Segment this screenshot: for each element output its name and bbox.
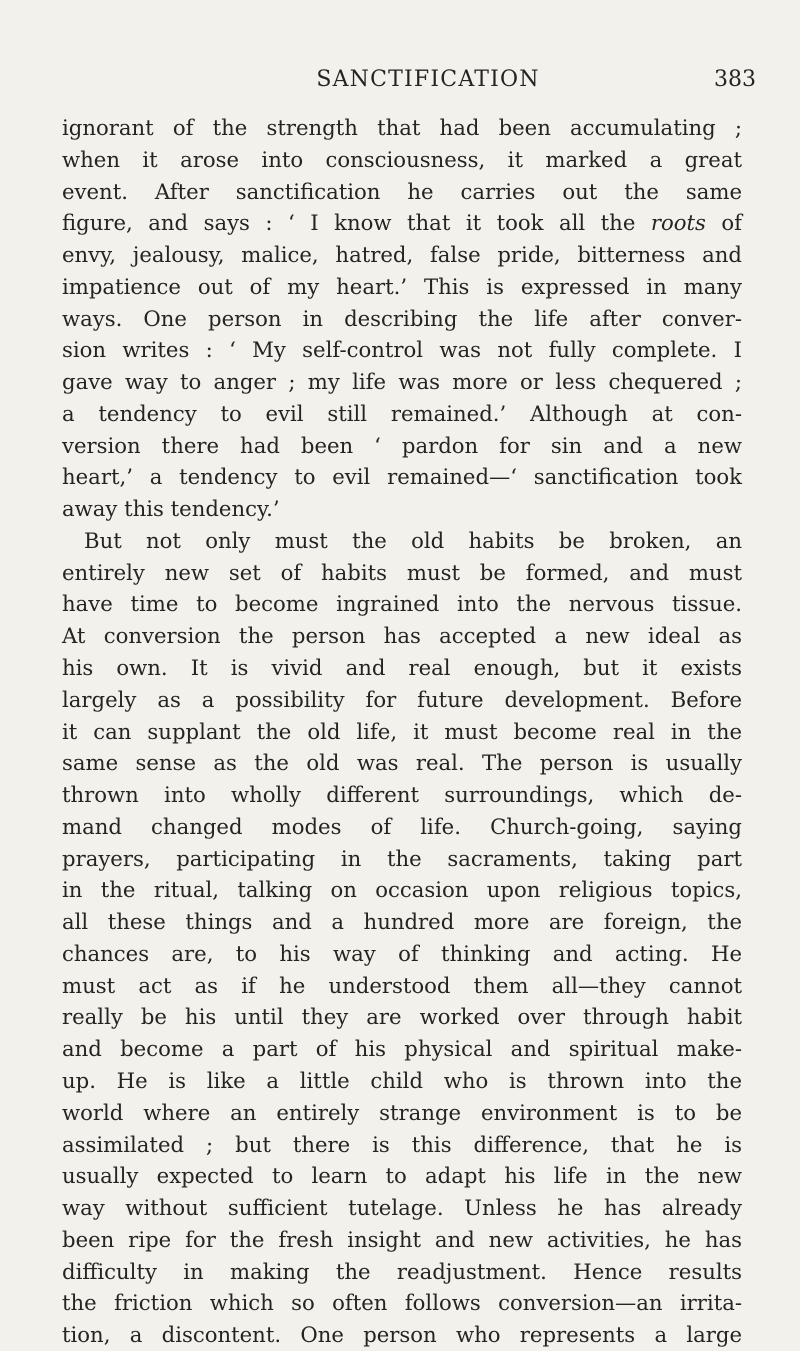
line-text: figure, and says : ‘ I know that it took all the xyxy=(62,210,651,236)
line-text: ignorant of the strength that had been accumulating ; xyxy=(62,115,742,140)
text-line xyxy=(62,334,742,366)
text-line xyxy=(62,1224,742,1256)
text-line xyxy=(62,525,742,557)
line-text: sion writes : ‘ My self-control was not fully complete. I xyxy=(62,337,742,363)
line-text: been ripe for the fresh insight and new activities, he has xyxy=(62,1226,742,1252)
text-line xyxy=(62,493,742,525)
line-text: assimilated ; but there is this difference, that he is xyxy=(62,1131,742,1157)
line-text: ways. One person in describing the life after conver- xyxy=(62,305,742,331)
line-text: thrown into wholly different surroundings, which de- xyxy=(62,782,742,808)
line-text: prayers, participating in the sacraments, taking part xyxy=(62,845,742,871)
line-text: up. He is like a little child who is thrown into the xyxy=(62,1067,742,1093)
text-line xyxy=(62,874,742,906)
text-line xyxy=(62,906,742,938)
line-text: a tendency to evil still remained.’ Although at con- xyxy=(62,400,742,426)
text-line xyxy=(62,557,742,589)
text-line xyxy=(62,716,742,748)
line-text: of xyxy=(705,210,742,236)
page-number: 383 xyxy=(714,67,756,92)
text-line xyxy=(62,843,742,875)
text-line xyxy=(62,271,742,303)
running-title: SANCTIFICATION xyxy=(316,67,540,92)
text-line xyxy=(62,747,742,779)
text-line xyxy=(62,1160,742,1192)
line-text: must act as if he understood them all—they cannot xyxy=(62,972,742,998)
line-text: it can supplant the old life, it must become real in the xyxy=(62,718,742,744)
line-text: But not only must the old habits be broken, an xyxy=(84,527,742,553)
text-line xyxy=(62,398,742,430)
line-text: event. After sanctification he carries out the same xyxy=(62,178,742,204)
body-text xyxy=(62,112,742,1351)
line-text: when it arose into consciousness, it marked a great xyxy=(62,146,742,172)
line-text: At conversion the person has accepted a new ideal as xyxy=(62,623,742,649)
text-line xyxy=(62,684,742,716)
line-text: all these things and a hundred more are foreign, the xyxy=(62,909,742,935)
text-line xyxy=(62,938,742,970)
line-text: and become a part of his physical and spiritual make- xyxy=(62,1036,742,1062)
text-line xyxy=(62,366,742,398)
line-text: tion, a discontent. One person who represents a large xyxy=(62,1322,742,1348)
text-line xyxy=(62,1287,742,1319)
line-text: the friction which so often follows conversion—an irrita- xyxy=(62,1290,742,1316)
text-line xyxy=(62,239,742,271)
text-line xyxy=(62,207,742,239)
line-text: really be his until they are worked over through habit xyxy=(62,1004,742,1030)
text-line xyxy=(62,811,742,843)
running-head xyxy=(100,62,756,98)
line-text: envy, jealousy, malice, hatred, false pride, bitterness and xyxy=(62,242,742,268)
line-text: version there had been ‘ pardon for sin and a new xyxy=(62,432,742,458)
text-line xyxy=(62,1033,742,1065)
text-line xyxy=(62,461,742,493)
text-line xyxy=(62,970,742,1002)
text-line xyxy=(62,1319,742,1351)
text-line xyxy=(62,1192,742,1224)
line-text: have time to become ingrained into the nervous tissue. xyxy=(62,591,742,617)
text-line xyxy=(62,1001,742,1033)
italic-word: roots xyxy=(650,210,706,236)
line-text: same sense as the old was real. The person is usually xyxy=(62,750,742,776)
text-line xyxy=(62,1097,742,1129)
text-line xyxy=(62,144,742,176)
line-text: mand changed modes of life. Church-going, saying xyxy=(62,813,742,839)
text-line xyxy=(62,1129,742,1161)
line-text: his own. It is vivid and real enough, but it exists xyxy=(62,655,742,681)
line-text: in the ritual, talking on occasion upon religious topics, xyxy=(62,877,742,903)
text-line xyxy=(62,779,742,811)
line-text: impatience out of my heart.’ This is expressed in many xyxy=(62,273,742,299)
line-text: usually expected to learn to adapt his life in the new xyxy=(62,1163,742,1189)
text-line xyxy=(62,1256,742,1288)
text-line xyxy=(62,620,742,652)
text-line xyxy=(62,430,742,462)
line-text: way without sufficient tutelage. Unless he has already xyxy=(62,1195,742,1221)
line-text: gave way to anger ; my life was more or less chequered ; xyxy=(62,369,742,395)
line-text: difficulty in making the readjustment. Hence results xyxy=(62,1258,742,1284)
text-line xyxy=(62,588,742,620)
line-text: entirely new set of habits must be formed, and must xyxy=(62,559,742,585)
text-line xyxy=(62,1065,742,1097)
line-text: world where an entirely strange environment is to be xyxy=(62,1099,742,1125)
line-text: away this tendency.’ xyxy=(62,496,280,522)
line-text: chances are, to his way of thinking and acting. He xyxy=(62,940,742,966)
text-line xyxy=(62,176,742,208)
text-line xyxy=(62,112,742,144)
text-line xyxy=(62,303,742,335)
line-text: largely as a possibility for future development. Before xyxy=(62,686,742,712)
text-line xyxy=(62,652,742,684)
line-text: heart,’ a tendency to evil remained—‘ sanctification took xyxy=(62,464,742,490)
